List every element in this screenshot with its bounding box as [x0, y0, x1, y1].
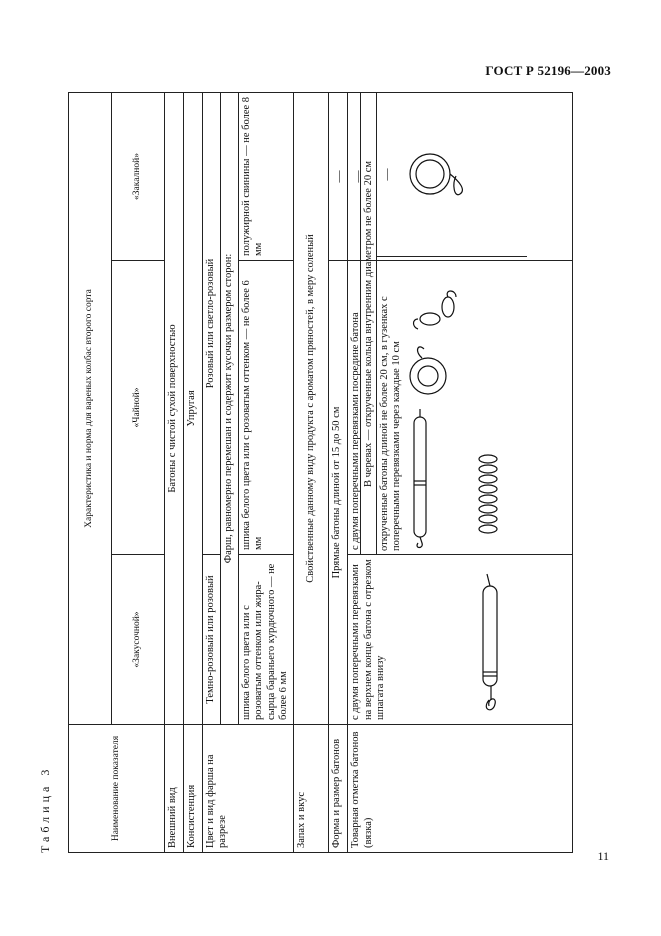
row-exterior	[165, 92, 184, 852]
row-smell-value: Свойственные данному виду продукта с ароматом пряностей, в меру соленый	[294, 92, 329, 724]
row-consistency-value: Упругая	[184, 92, 203, 724]
row-marking-name: Товарная отметка батонов (вязка)	[348, 725, 573, 853]
marking-ring-block	[360, 93, 536, 555]
header-col2: «Чайной»	[112, 261, 165, 555]
row-form	[329, 92, 348, 852]
marking-ring-text: В черевах — открученные кольца внутренним диаметром не более 20 см	[360, 93, 377, 555]
row-form-name: Форма и размер батонов	[329, 725, 348, 853]
row-color-name: Цвет и вид фарша на разрезе	[203, 725, 294, 853]
row-consistency	[184, 92, 203, 852]
row-exterior-value: Батоны с чистой сухой поверхностью	[165, 92, 184, 724]
row-form-col12: Прямые батоны длиной от 15 до 50 см	[329, 261, 348, 725]
marking-col3-bottom-cell	[377, 93, 527, 256]
sausage-variants-illustration	[404, 266, 514, 551]
row-marking-col2-top: с двумя поперечными перевязками посредине батона	[350, 312, 362, 550]
row-consistency-name: Консистенция	[184, 725, 203, 853]
marking-col2-bottom-text: открученные батоны длиной не более 20 см, в гузенках с поперечными перевязками через каждые 10 см	[379, 296, 403, 551]
row-smell	[294, 92, 329, 852]
page-number: 11	[597, 849, 609, 863]
row-color-col1-pieces: шпика белого цвета или с розоватым оттенком или жира-сырца бараньего курдючного — не более 6 мм	[239, 555, 294, 725]
row-color-col23-tone: Розовый или светло-розовый	[203, 92, 221, 554]
header-col1: «Закусочной»	[112, 555, 165, 725]
rotated-table-block	[30, 93, 590, 853]
row-marking-col3-top: —	[350, 170, 365, 183]
marking-col2-bottom-cell	[377, 256, 527, 555]
row-form-col3: —	[329, 92, 348, 260]
marking-col3-bottom-text: —	[379, 168, 393, 181]
table-caption: Таблица 3	[38, 765, 52, 853]
row-color-tone	[203, 92, 221, 852]
header-group: Характеристика и норма для вареных колбас второго сорта	[69, 92, 112, 724]
row-smell-name: Запах и вкус	[294, 725, 329, 853]
row-color-mix-text: Фарш, равномерно перемешан и содержит кусочки размером сторон:	[221, 92, 239, 724]
sausage-tied-end-illustration	[391, 560, 511, 720]
document-code: ГОСТ Р 52196—2003	[485, 63, 611, 78]
row-color-col3-pieces: полужирной свинины — не более 8 мм	[239, 92, 294, 260]
sausage-ring-tied-illustration	[394, 115, 494, 235]
header-indicator: Наименование показателя	[69, 725, 165, 853]
row-color-col1-tone: Темно-розовый или розовый	[203, 555, 221, 725]
row-marking-col1-text: с двумя поперечными перевязками на верхнем конце батона с отрезком шпагата внизу	[350, 559, 386, 720]
row-color-col2-pieces: шпика белого цвета или с розоватым оттенком — не более 6 мм	[239, 261, 294, 555]
header-row-1	[69, 92, 112, 852]
row-marking-col1	[348, 555, 573, 725]
header-col3: «Закалной»	[112, 92, 165, 260]
row-exterior-name: Внешний вид	[165, 725, 184, 853]
